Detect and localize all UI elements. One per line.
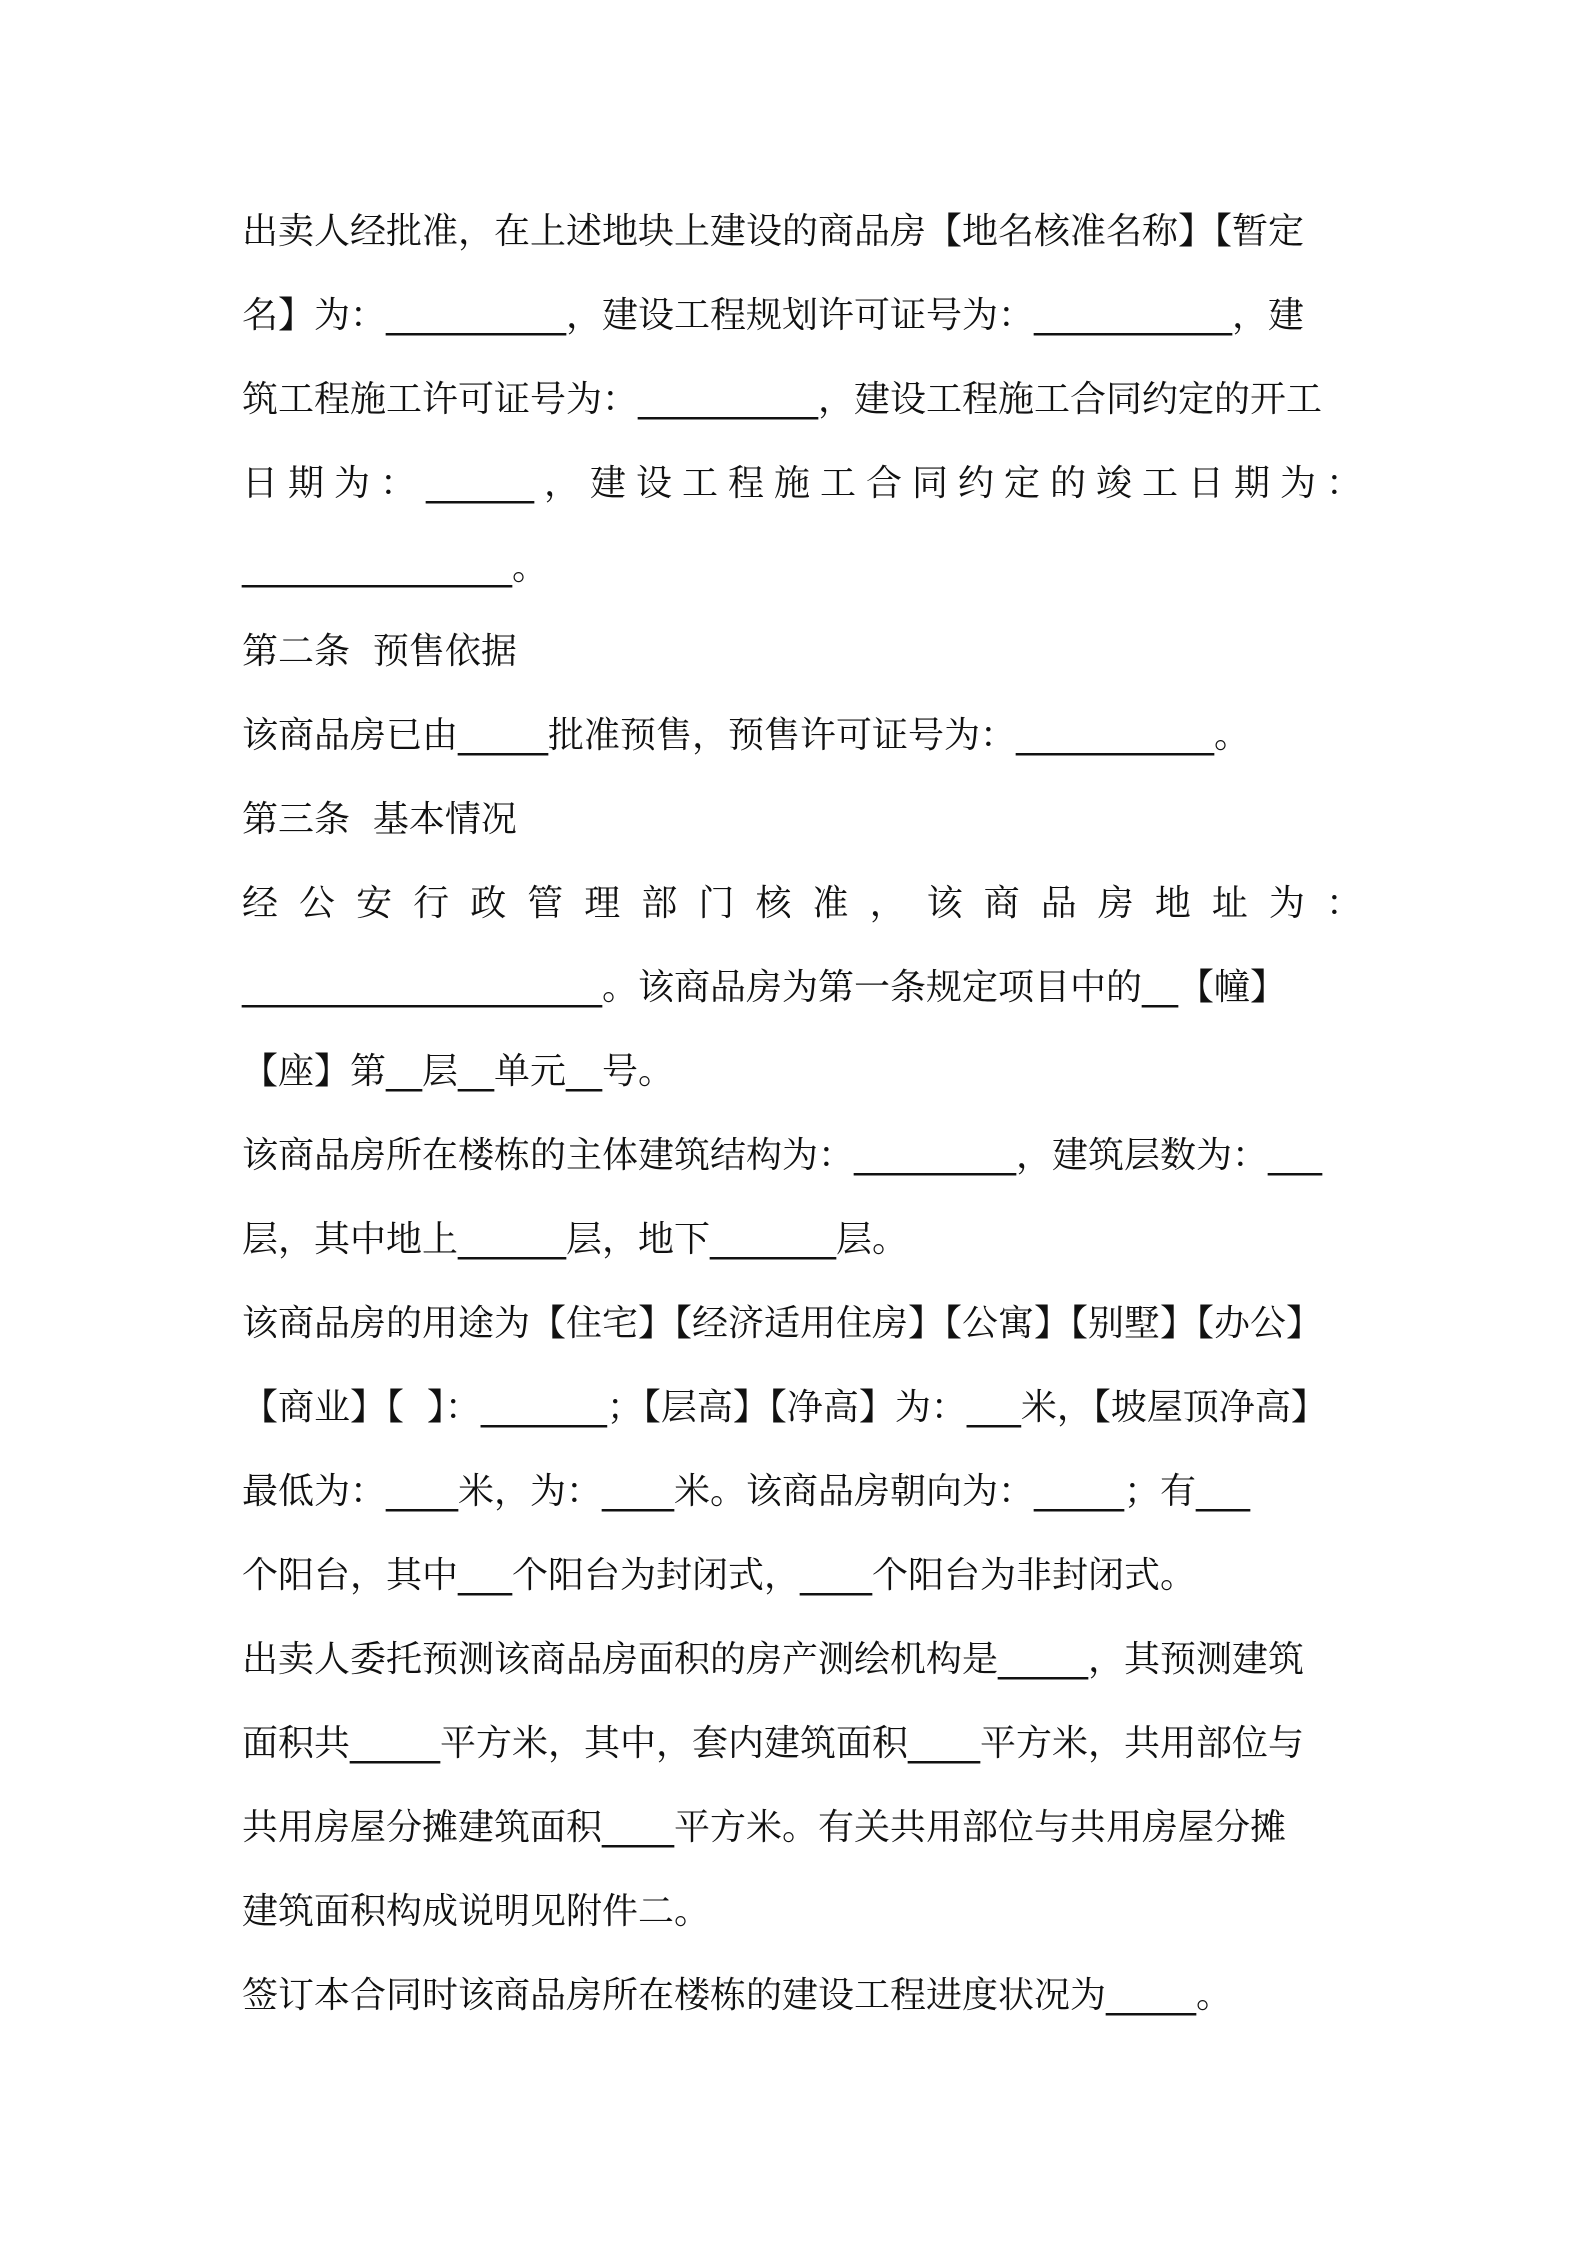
paragraph-line: 共用房屋分摊建筑面积____平方米。有关共用部位与共用房屋分摊 <box>242 1807 1287 1848</box>
paragraph-line: 建筑面积构成说明见附件二。 <box>242 1891 711 1932</box>
paragraph-line: 该商品房所在楼栋的主体建筑结构为：_________，建筑层数为：___ <box>242 1135 1323 1176</box>
paragraph-line: _______________。 <box>242 547 548 588</box>
paragraph-line: 经公安行政管理部门核准，该商品房地址为： <box>242 883 1362 924</box>
paragraph-line: 面积共_____平方米，其中，套内建筑面积____平方米，共用部位与 <box>242 1723 1305 1764</box>
paragraph-line: 最低为：____米，为：____米。该商品房朝向为：_____；有___ <box>242 1471 1251 1512</box>
paragraph-line: 日期为：______，建设工程施工合同约定的竣工日期为： <box>242 463 1362 504</box>
paragraph-line: 该商品房已由_____批准预售，预售许可证号为：___________。 <box>242 715 1251 756</box>
section-heading-article-3: 第三条 基本情况 <box>242 799 517 840</box>
paragraph-line: 【座】第__层__单元__号。 <box>242 1051 675 1092</box>
paragraph-line: 签订本合同时该商品房所在楼栋的建设工程进度状况为_____。 <box>242 1975 1233 2016</box>
paragraph-line: 名】为：__________，建设工程规划许可证号为：___________，建 <box>242 295 1305 336</box>
paragraph-line: 筑工程施工许可证号为：__________，建设工程施工合同约定的开工 <box>242 379 1323 420</box>
paragraph-line: 层，其中地上______层，地下_______层。 <box>242 1219 909 1260</box>
section-heading-article-2: 第二条 预售依据 <box>242 631 517 672</box>
paragraph-line: ____________________。该商品房为第一条规定项目中的__【幢】 <box>242 967 1287 1008</box>
paragraph-line: 出卖人经批准，在上述地块上建设的商品房【地名核准名称】【暂定 <box>242 211 1305 252</box>
paragraph-line: 该商品房的用途为【住宅】【经济适用住房】【公寓】【别墅】【办公】 <box>242 1303 1323 1344</box>
paragraph-line: 个阳台，其中___个阳台为封闭式，____个阳台为非封闭式。 <box>242 1555 1197 1596</box>
paragraph-line: 【商业】【 】：_______；【层高】【净高】为：___米，【坡屋顶净高】 <box>242 1387 1327 1428</box>
paragraph-line: 出卖人委托预测该商品房面积的房产测绘机构是_____，其预测建筑 <box>242 1639 1305 1680</box>
document-body <box>242 190 1362 2038</box>
